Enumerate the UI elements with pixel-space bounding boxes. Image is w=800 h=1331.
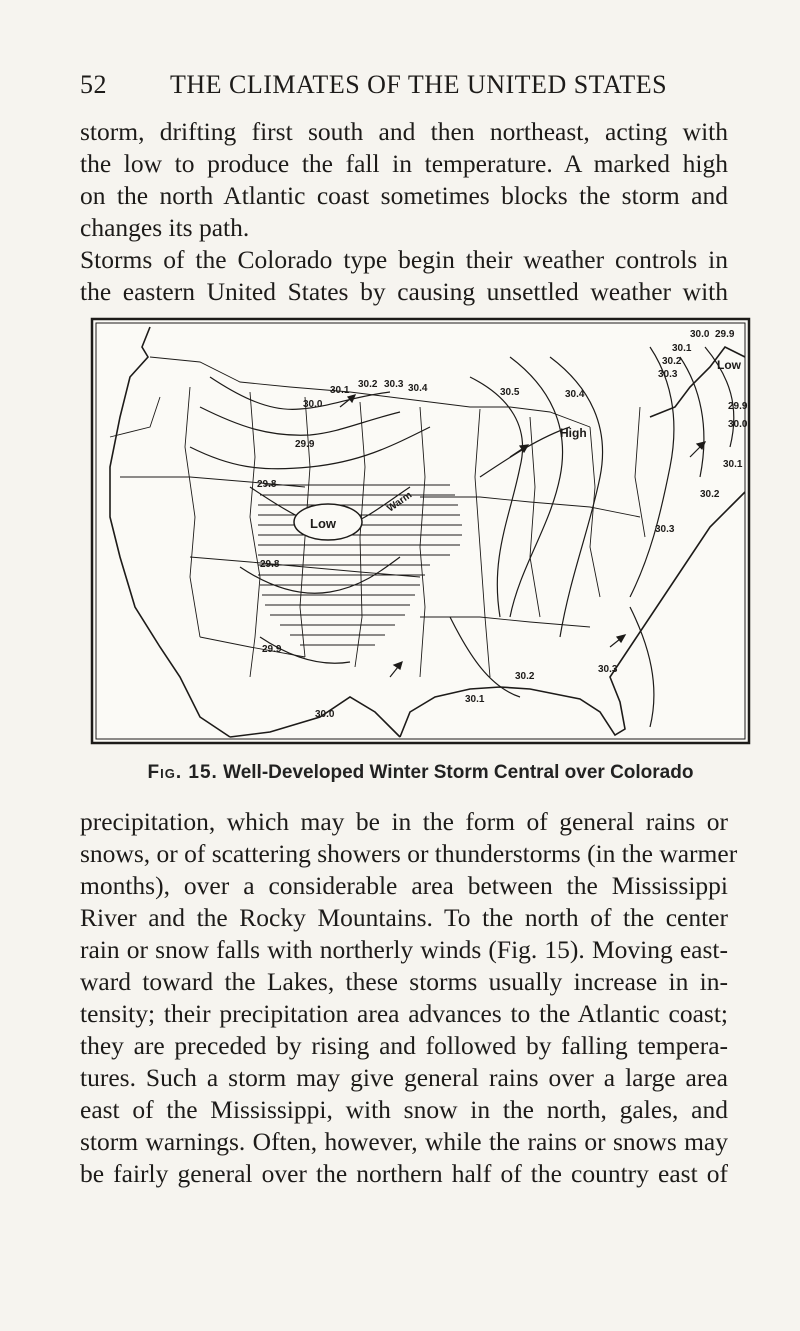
warm-label: Warm <box>385 489 415 515</box>
text-line: east of the Mississippi, with snow in the north, gales, and <box>80 1095 728 1124</box>
isobar-label: 30.0 <box>728 419 748 430</box>
isobar-label: 29.9 <box>262 644 282 655</box>
isobar-label: 30.2 <box>662 356 682 367</box>
page-header <box>80 70 720 110</box>
text-line: be fairly general over the northern half of the country east of <box>80 1159 728 1188</box>
figure-caption <box>90 762 751 784</box>
isobar-label: 30.3 <box>598 664 618 675</box>
text-line: River and the Rocky Mountains. To the north of the center <box>80 903 728 932</box>
text-line: ward toward the Lakes, these storms usually increase in in- <box>80 967 728 996</box>
high-label: High <box>560 426 587 440</box>
isobar-label: 29.9 <box>295 439 315 450</box>
weather-map <box>90 317 751 745</box>
running-head: THE CLIMATES OF THE UNITED STATES <box>170 70 668 99</box>
text-line: rain or snow falls with northerly winds (Fig. 15). Moving east- <box>80 935 728 964</box>
isobar-label: 30.3 <box>384 379 404 390</box>
paragraph-2 <box>80 806 738 1190</box>
isobar-label: 30.1 <box>723 459 743 470</box>
isobar-label: 30.0 <box>315 709 335 720</box>
text-line: snows, or of scattering showers or thunderstorms (in the warmer <box>80 839 738 868</box>
isobar-label: 30.2 <box>515 671 535 682</box>
text-line: the low to produce the fall in temperature. A marked high <box>80 149 728 178</box>
isobar-label: 30.1 <box>672 343 692 354</box>
text-line: Storms of the Colorado type begin their weather controls in <box>80 245 728 274</box>
low-label-east: Low <box>717 358 741 372</box>
page-number: 52 <box>80 70 107 99</box>
isobar-label: 30.4 <box>565 389 585 400</box>
isobar-label: 30.1 <box>330 385 350 396</box>
paragraph-1 <box>80 116 728 308</box>
text-line: precipitation, which may be in the form of general rains or <box>80 807 728 836</box>
text-line: on the north Atlantic coast sometimes blocks the storm and <box>80 181 728 210</box>
text-line: tensity; their precipitation area advances to the Atlantic coast; <box>80 999 728 1028</box>
isobar-label: 30.2 <box>358 379 378 390</box>
isobar-label: 30.0 <box>303 399 323 410</box>
isobar-label: 29.9 <box>715 329 735 340</box>
isobar-label: 30.1 <box>465 694 485 705</box>
text-line: storm, drifting first south and then northeast, acting with <box>80 117 728 146</box>
low-label-west: Low <box>310 516 336 531</box>
weather-map-figure <box>90 317 751 745</box>
isobar-label: 30.4 <box>408 383 428 394</box>
text-line: the eastern United States by causing unsettled weather with <box>80 277 728 306</box>
text-line: they are preceded by rising and followed by falling tempera- <box>80 1031 728 1060</box>
isobar-label: 30.0 <box>690 329 710 340</box>
isobar-label: 30.3 <box>658 369 678 380</box>
text-line: storm warnings. Often, however, while the rains or snows may <box>80 1127 728 1156</box>
text-line: tures. Such a storm may give general rains over a large area <box>80 1063 728 1092</box>
figure-number: Fig. 15. <box>147 762 218 783</box>
text-line: months), over a considerable area between the Mississippi <box>80 871 728 900</box>
isobar-label: 30.3 <box>655 524 675 535</box>
isobar-label: 29.8 <box>260 559 280 570</box>
isobar-label: 29.8 <box>257 479 277 490</box>
figure-title: Well-Developed Winter Storm Central over Colorado <box>223 762 694 783</box>
isobar-label: 29.9 <box>728 401 748 412</box>
isobar-label: 30.5 <box>500 387 520 398</box>
text-line: changes its path. <box>80 213 250 242</box>
isobar-label: 30.2 <box>700 489 720 500</box>
